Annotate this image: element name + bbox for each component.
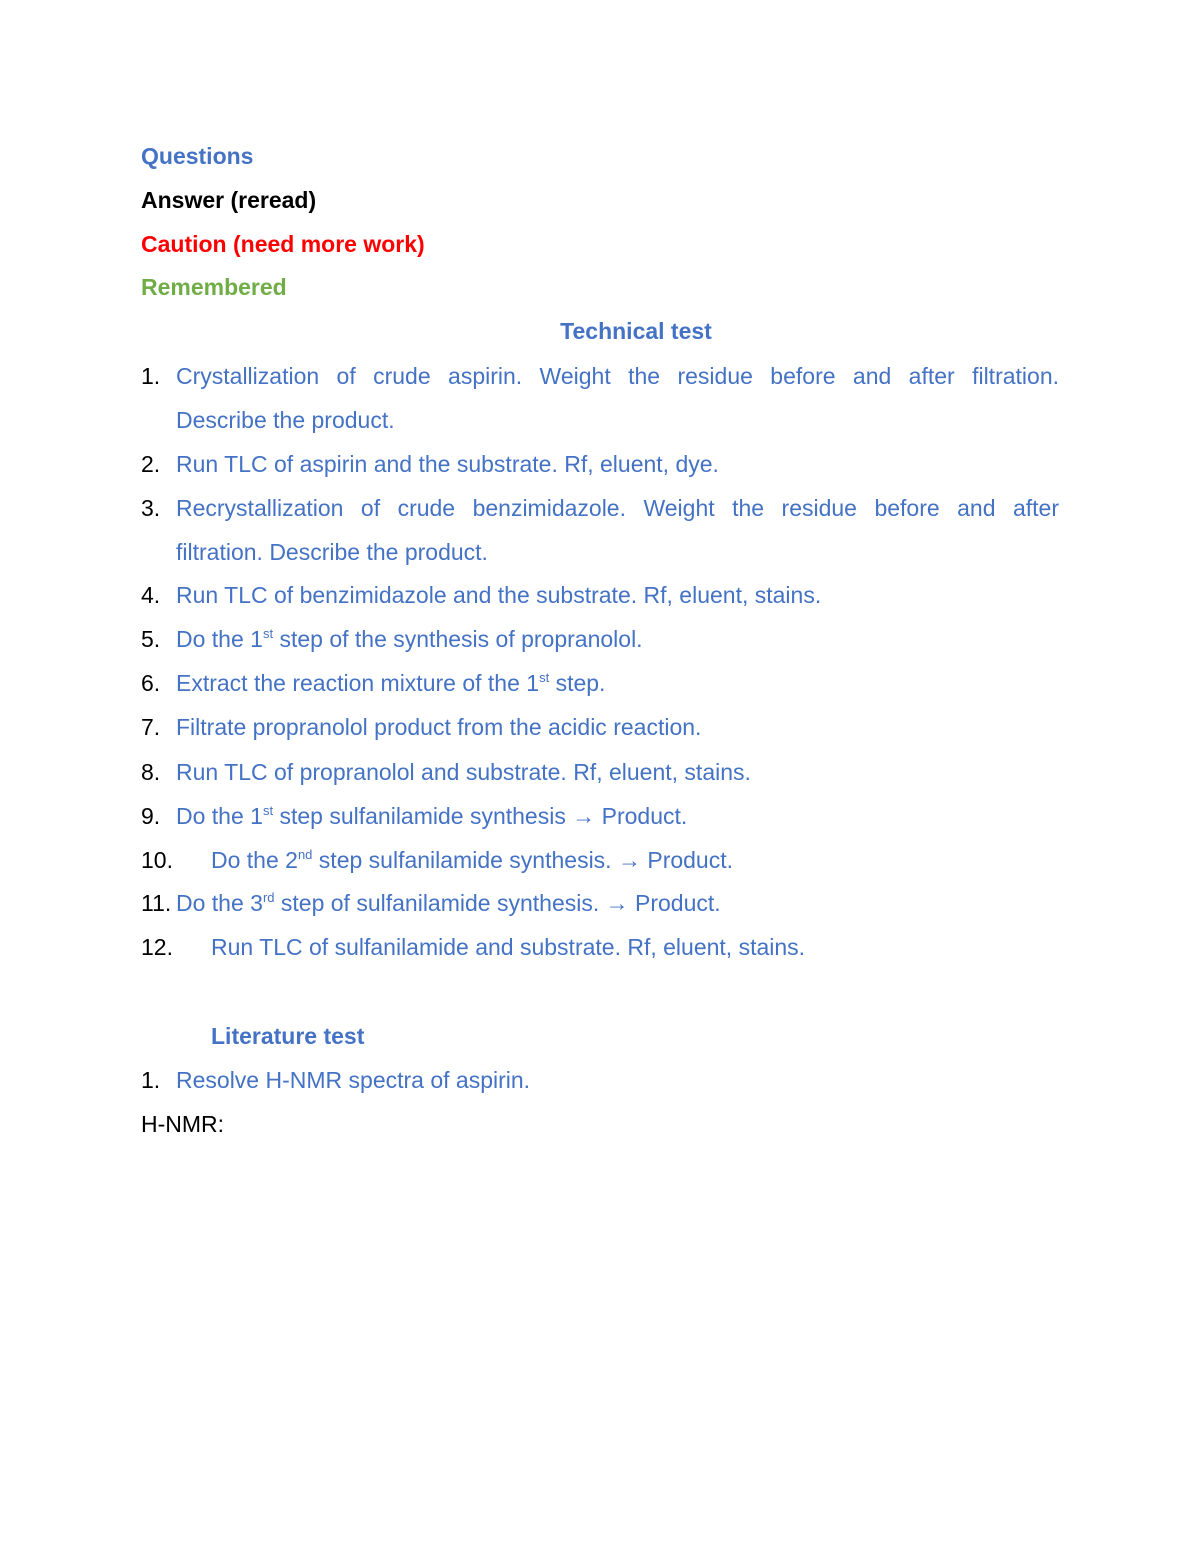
text-post: step sulfanilamide synthesis → Product. [273,803,688,829]
text-post: step of the synthesis of propranolol. [273,626,643,652]
list-item-text [211,845,1094,875]
list-item-text [176,668,1059,698]
text-post: step sulfanilamide synthesis. → Product. [312,847,734,873]
list-item-text: Run TLC of propranolol and substrate. Rf, eluent, stains. [176,759,751,785]
text-pre: Extract the reaction mixture of the 1 [176,670,540,696]
list-item-text: Run TLC of aspirin and the substrate. Rf, eluent, dye. [176,451,719,477]
text-pre: Do the 3 [176,890,263,916]
list-item-text: Filtrate propranolol product from the acidic reaction. [176,714,702,740]
list-item-text: Run TLC of benzimidazole and the substrate. Rf, eluent, stains. [176,582,822,608]
list-item-number: 2. [141,451,161,477]
list-item-number: 4. [141,582,161,608]
list-item-number: 1. [141,1067,161,1093]
literature-test-heading: Literature test [211,1023,365,1049]
list-item-number: 6. [141,670,161,696]
ordinal-suffix: st [539,670,550,685]
ordinal-suffix: st [262,803,274,818]
list-item-number: 1. [141,363,161,389]
legend-remembered: Remembered [141,274,287,300]
list-item-text: Resolve H-NMR spectra of aspirin. [176,1067,531,1093]
list-item-number: 9. [141,803,161,829]
list-item-text: Run TLC of sulfanilamide and substrate. Rf, eluent, stains. [211,934,806,960]
list-item-number: 5. [141,626,161,652]
text-post: step of sulfanilamide synthesis. → Product. [274,890,721,916]
ordinal-suffix: rd [262,890,275,905]
list-item-text: Recrystallization of crude benzimidazole. Weight the residue before and after [176,495,1059,521]
text-pre: Do the 1 [176,803,263,829]
list-item-text-continued: Describe the product. [176,407,395,433]
list-item-text: Crystallization of crude aspirin. Weight the residue before and after filtration. [176,363,1059,389]
list-item-number: 8. [141,759,161,785]
list-item-text-continued: filtration. Describe the product. [176,539,488,565]
legend-answer: Answer (reread) [141,187,317,213]
text-pre: Do the 2 [211,847,298,873]
ordinal-suffix: nd [297,847,313,862]
legend-questions: Questions [141,143,254,169]
list-item-number: 7. [141,714,161,740]
hnmr-label: H-NMR: [141,1111,225,1137]
technical-test-heading: Technical test [560,318,712,344]
list-item-text [176,801,1059,831]
list-item-number: 12. [141,934,173,960]
list-item-number: 3. [141,495,161,521]
ordinal-suffix: st [262,626,274,641]
legend-caution: Caution (need more work) [141,231,425,257]
list-item-text [176,624,1059,654]
list-item-number: 11. [141,890,172,916]
list-item-text [176,888,1059,918]
list-item-number: 10. [141,847,173,873]
text-pre: Do the 1 [176,626,263,652]
text-post: step. [549,670,606,696]
